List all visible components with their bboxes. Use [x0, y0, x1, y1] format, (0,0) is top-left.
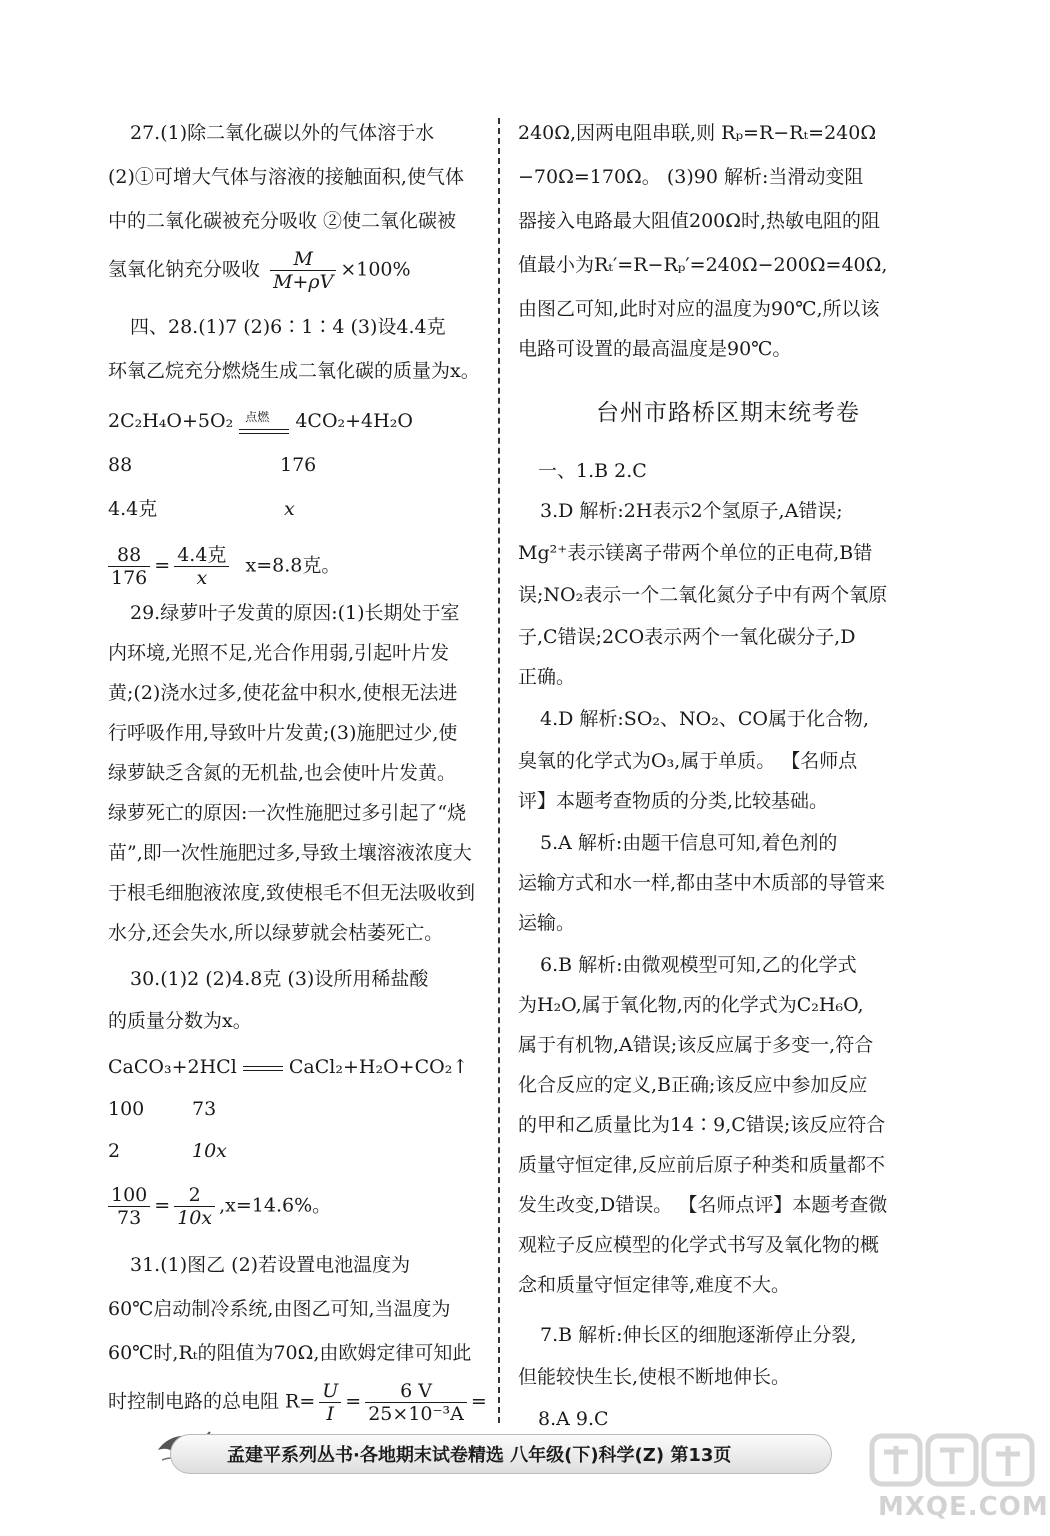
q4-line3: 评】本题考查物质的分类,比较基础。 [518, 790, 829, 812]
q27-line1: 27.(1)除二氧化碳以外的气体溶于水 [130, 122, 435, 144]
q6-line5: 的甲和乙质量比为14∶9,C错误;该反应符合 [518, 1114, 886, 1136]
watermark-url: MXQE.COM [878, 1492, 1049, 1522]
cont-line3: 器接入电路最大阻值200Ω时,热敏电阻的阻 [518, 210, 881, 232]
q3-line5: 正确。 [518, 666, 576, 688]
q30-ratio-73: 73 [192, 1098, 217, 1120]
q30-equation: CaCO₃+2HCl CaCl₂+H₂O+CO₂↑ [108, 1056, 469, 1078]
q7-line2: 但能较快生长,使根不断地伸长。 [518, 1366, 791, 1388]
q6-line4: 化合反应的定义,B正确;该反应中参加反应 [518, 1074, 868, 1096]
q29-line1: 29.绿萝叶子发黄的原因:(1)长期处于室 [130, 602, 460, 624]
q6-line9: 念和质量守恒定律等,难度不大。 [518, 1274, 791, 1296]
q29-line2: 内环境,光照不足,光合作用弱,引起叶片发 [108, 642, 450, 664]
q28-ratio-176: 176 [280, 454, 317, 476]
q29-line9: 水分,还会失水,所以绿萝就会枯萎死亡。 [108, 922, 444, 944]
q31-line4: 时控制电路的总电阻 R= $\frac{U}{I}$ = $\frac{6 V}{\text{25×10⁻³A}}$ = [108, 1380, 487, 1425]
q30-line1: 30.(1)2 (2)4.8克 (3)设所用稀盐酸 [130, 968, 429, 990]
q29-line3: 黄;(2)浇水过多,使花盆中积水,使根无法进 [108, 682, 458, 704]
q30-ratio-100: 100 [108, 1098, 145, 1120]
q6-line2: 为H₂O,属于氧化物,丙的化学式为C₂H₆O, [518, 994, 864, 1016]
q30-proportion: $\frac{100}{73}$ = $\frac{2}{10x}$ ,x=14.6%。 [108, 1184, 331, 1229]
footer-bar [170, 1434, 832, 1474]
q28-line2: 环氧乙烷充分燃烧生成二氧化碳的质量为x。 [108, 360, 480, 382]
q6-line8: 观粒子反应模型的化学式书写及氧化物的概 [518, 1234, 880, 1256]
q31-line1: 31.(1)图乙 (2)若设置电池温度为 [130, 1254, 411, 1276]
answers-1-2: 一、1.B 2.C [538, 460, 647, 482]
q7-line1: 7.B 解析:伸长区的细胞逐渐停止分裂, [540, 1324, 857, 1346]
q29-line7: 苗”,即一次性施肥过多,导致土壤溶液浓度大 [108, 842, 472, 864]
q5-line1: 5.A 解析:由题干信息可知,着色剂的 [540, 832, 838, 854]
q28-equation: 2C₂H₄O+5O₂ 点燃 4CO₂+4H₂O [108, 410, 413, 432]
q4-line1: 4.D 解析:SO₂、NO₂、CO属于化合物, [540, 708, 869, 730]
q3-line4: 子,C错误;2CO表示两个一氧化碳分子,D [518, 626, 856, 648]
q30-line2: 的质量分数为x。 [108, 1010, 252, 1032]
cont-line1: 240Ω,因两电阻串联,则 Rₚ=R−Rₜ=240Ω [518, 122, 877, 144]
q28-proportion: $\frac{88}{176}$ = $\frac{\text{4.4克}}{x}$ x=8.8克。 [108, 544, 340, 589]
answers-8-9: 8.A 9.C [538, 1408, 609, 1430]
q29-line4: 行呼吸作用,导致叶片发黄;(3)施肥过少,使 [108, 722, 458, 744]
q4-line2: 臭氧的化学式为O₃,属于单质。 【名师点 [518, 750, 858, 772]
q6-line1: 6.B 解析:由微观模型可知,乙的化学式 [540, 954, 857, 976]
q28-mass-x: x [284, 498, 295, 520]
q5-line2: 运输方式和水一样,都由茎中木质部的导管来 [518, 872, 886, 894]
q31-line2: 60℃启动制冷系统,由图乙可知,当温度为 [108, 1298, 451, 1320]
q28-line1: 四、28.(1)7 (2)6∶1∶4 (3)设4.4克 [130, 316, 446, 338]
cont-line6: 电路可设置的最高温度是90℃。 [518, 338, 792, 360]
q30-mass-2: 2 [108, 1140, 121, 1162]
q28-ratio-88: 88 [108, 454, 133, 476]
watermark-logo-icon [868, 1428, 1038, 1492]
cont-line5: 由图乙可知,此时对应的温度为90℃,所以该 [518, 298, 880, 320]
q27-line3: 中的二氧化碳被充分吸收 ②使二氧化碳被 [108, 210, 457, 232]
q29-line8: 于根毛细胞液浓度,致使根毛不但无法吸收到 [108, 882, 476, 904]
q6-line6: 质量守恒定律,反应前后原子种类和质量都不 [518, 1154, 886, 1176]
q5-line3: 运输。 [518, 912, 576, 934]
q29-line6: 绿萝死亡的原因:一次性施肥过多引起了“烧 [108, 802, 467, 824]
q27-line4: 氢氧化钠充分吸收 $\frac{M}{M+\rho V}$ ×100% [108, 248, 411, 293]
footer-text: 孟建平系列丛书·各地期末试卷精选 八年级(下)科学(Z) 第13页 [227, 1445, 732, 1466]
q28-mass-given: 4.4克 [108, 498, 158, 520]
cont-line2: −70Ω=170Ω。 (3)90 解析:当滑动变阻 [518, 166, 864, 188]
section-title: 台州市路桥区期末统考卷 [596, 400, 860, 426]
q27-line2: (2)①可增大气体与溶液的接触面积,使气体 [108, 166, 464, 188]
cont-line4: 值最小为Rₜ′=R−Rₚ′=240Ω−200Ω=40Ω, [518, 254, 888, 276]
q27-fraction: $\frac{M}{M+\rho V}$ [270, 248, 336, 293]
q3-line3: 误;NO₂表示一个二氧化氮分子中有两个氧原 [518, 584, 888, 606]
reaction-arrow [243, 1066, 283, 1071]
q3-line2: Mg²⁺表示镁离子带两个单位的正电荷,B错 [518, 542, 873, 564]
column-divider [498, 118, 500, 1423]
q3-line1: 3.D 解析:2H表示2个氢原子,A错误; [540, 500, 843, 522]
q30-mass-10x: 10x [192, 1140, 227, 1162]
q6-line3: 属于有机物,A错误;该反应属于多变一,符合 [518, 1034, 874, 1056]
q6-line7: 发生改变,D错误。 【名师点评】本题考查微 [518, 1194, 888, 1216]
q29-line5: 绿萝缺乏含氮的无机盐,也会使叶片发黄。 [108, 762, 457, 784]
q31-line3: 60℃时,Rₜ的阻值为70Ω,由欧姆定律可知此 [108, 1342, 472, 1364]
ignite-arrow: 点燃 [239, 417, 289, 434]
